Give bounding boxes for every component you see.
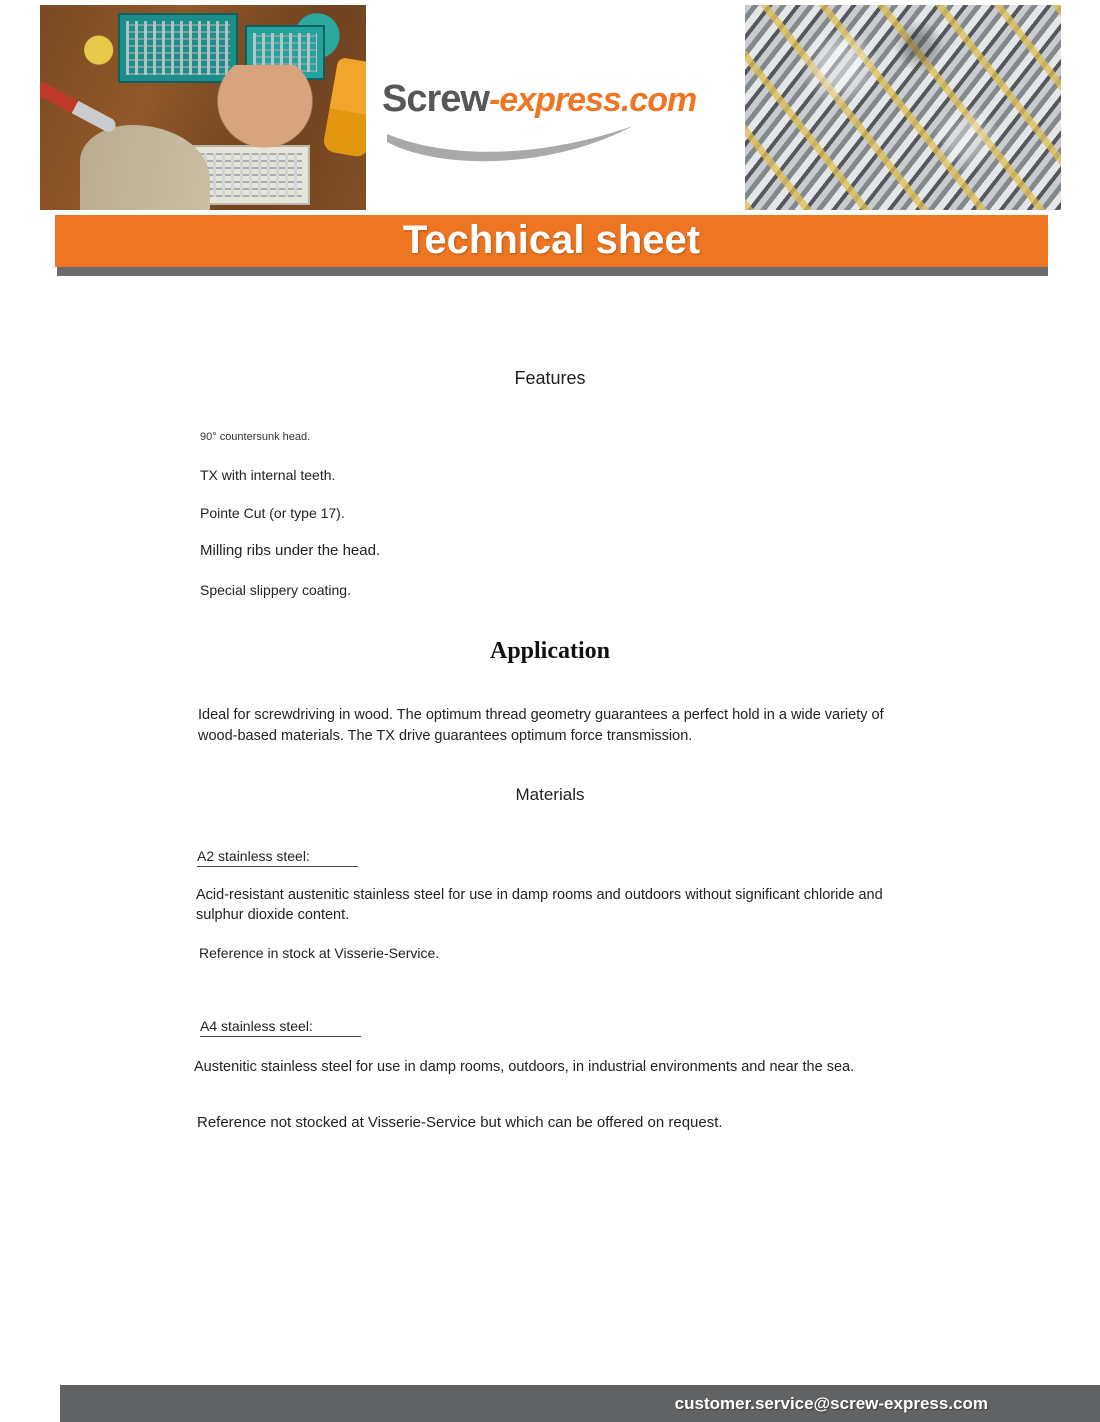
materials-heading: Materials [515, 785, 585, 804]
a4-steel-description: Austenitic stainless steel for use in damp rooms, outdoors, in industrial environments and near the sea. [194, 1059, 855, 1075]
logo-text-screw: Screw [382, 78, 489, 120]
a2-steel-label-text: A2 stainless steel: [197, 848, 358, 867]
a2-steel-description: Acid-resistant austenitic stainless steel for use in damp rooms and outdoors without significant chloride and sulphur dioxide content. [196, 887, 883, 923]
application-paragraph: Ideal for screwdriving in wood. The optimum thread geometry guarantees a perfect hold in a wide variety of wood-based materials. The TX drive guarantees optimum force transmission. [198, 707, 884, 744]
features-heading: Features [514, 368, 586, 388]
workbench-photo [40, 5, 366, 210]
feature-item: Milling ribs under the head. [200, 542, 381, 559]
metal-glint-decor [745, 5, 1061, 210]
logo-swoosh-icon [385, 120, 635, 165]
screws-pile-photo [745, 5, 1061, 210]
a2-steel-label [197, 848, 358, 867]
brand-logo [382, 78, 732, 121]
screwdriver-decor [40, 80, 118, 135]
feature-item: Special slippery coating. [200, 582, 351, 598]
banner-underline-strip [57, 267, 1048, 276]
page-title: Technical sheet [402, 218, 701, 262]
hand-decor [210, 65, 320, 155]
a4-steel-label-text: A4 stainless steel: [200, 1018, 361, 1037]
a2-steel-stock-note: Reference in stock at Visserie-Service. [199, 945, 440, 961]
feature-item: TX with internal teeth. [200, 467, 336, 483]
logo-text-express: -express.com [488, 81, 697, 119]
a4-steel-stock-note: Reference not stocked at Visserie-Service but which can be offered on request. [197, 1114, 723, 1131]
feature-item: 90° countersunk head. [200, 431, 311, 443]
arm-decor [80, 125, 210, 210]
a4-steel-label [200, 1018, 361, 1037]
title-banner [55, 215, 1048, 267]
feature-item: Pointe Cut (or type 17). [200, 505, 345, 521]
customer-service-email[interactable]: customer.service@screw-express.com [674, 1394, 988, 1413]
footer-bar [60, 1385, 1100, 1422]
application-heading: Application [489, 638, 611, 664]
drill-decor [322, 57, 366, 158]
